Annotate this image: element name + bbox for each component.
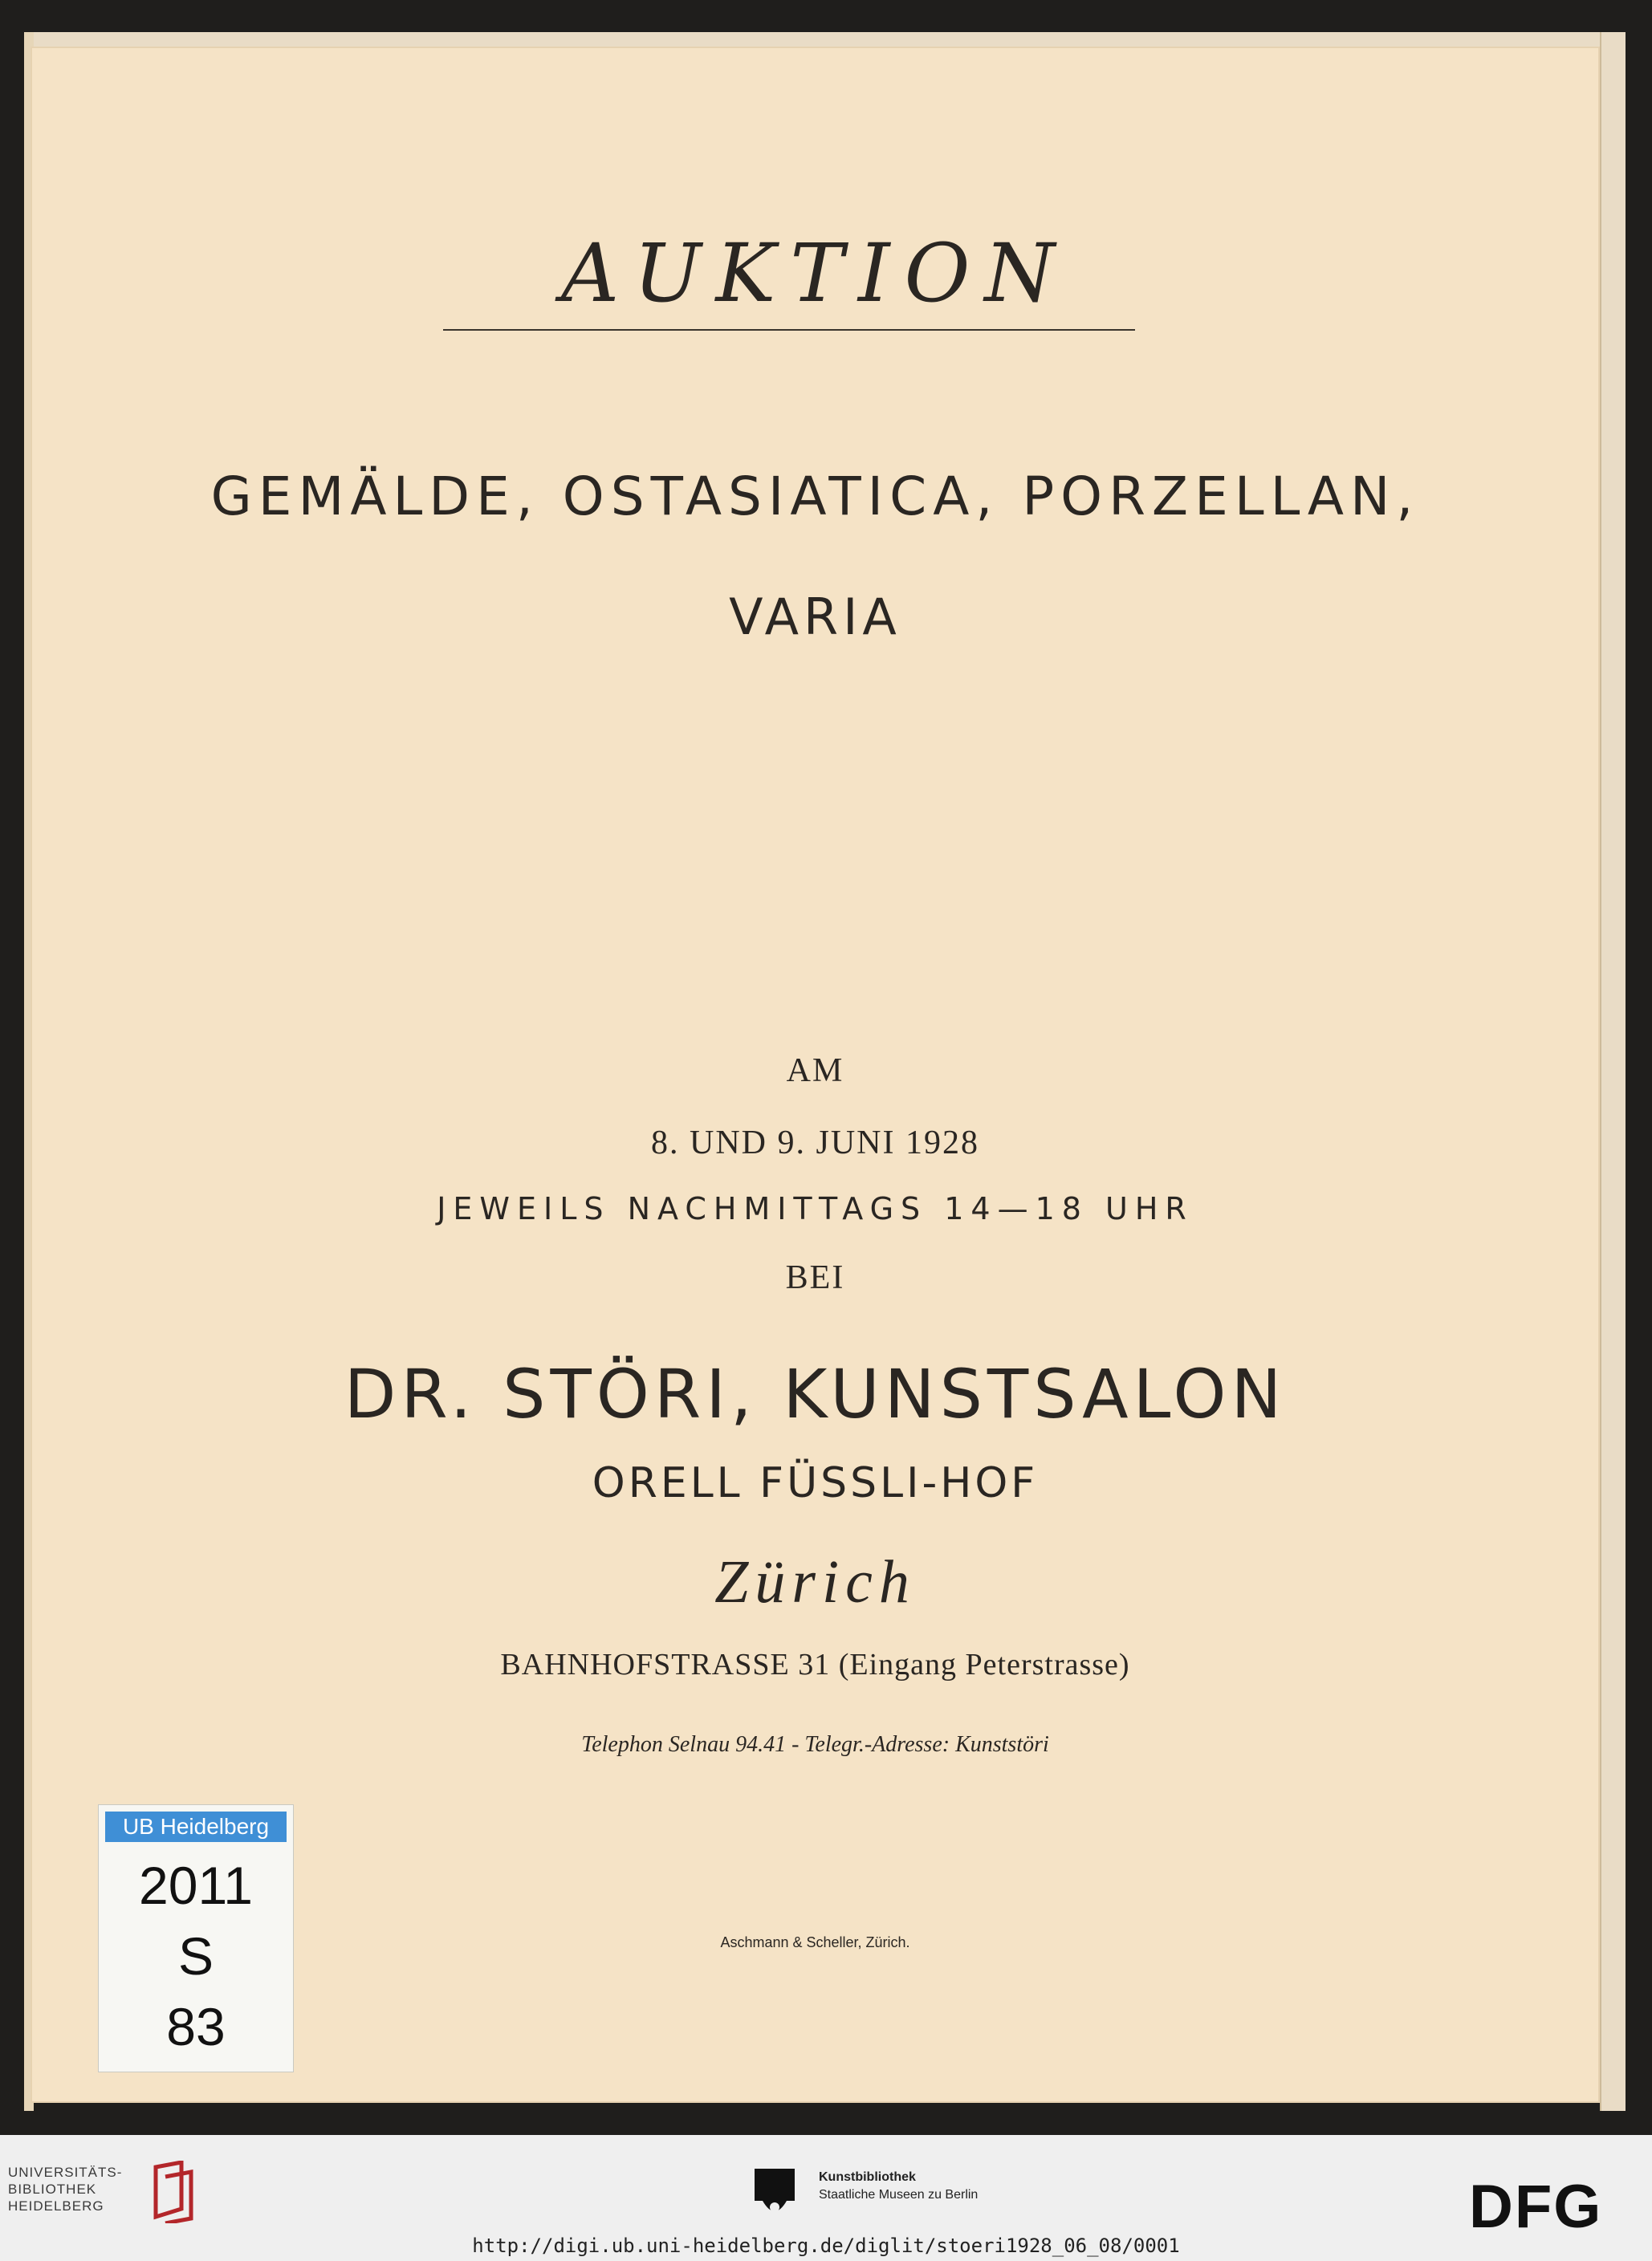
cover-subtitle-line2: VARIA xyxy=(729,588,901,646)
university-line: HEIDELBERG xyxy=(8,2198,104,2214)
contact-line: Telephon Selnau 94.41 - Telegr.-Adresse: Kunststöri xyxy=(581,1732,1049,1757)
shelfmark-line2: S xyxy=(177,1926,214,1986)
cover-title: AUKTION xyxy=(561,226,1069,320)
cover-right-edge xyxy=(1600,32,1626,2111)
digitization-footer xyxy=(0,2135,1652,2261)
kunstbibliothek-subtitle: Staatliche Museen zu Berlin xyxy=(819,2188,979,2202)
university-library-logo-icon xyxy=(149,2161,197,2223)
bei-text: BEI xyxy=(785,1259,845,1296)
library-label-header: UB Heidelberg xyxy=(105,1812,287,1842)
university-line: UNIVERSITÄTS- xyxy=(8,2165,123,2180)
printer-line: Aschmann & Scheller, Zürich. xyxy=(720,1934,910,1950)
am-text: AM xyxy=(786,1052,844,1089)
kunstbibliothek-logo-text xyxy=(819,2170,978,2202)
title-rule xyxy=(443,329,1135,331)
auction-date: 8. UND 9. JUNI 1928 xyxy=(651,1124,979,1161)
dfg-logo: DFG xyxy=(1469,2173,1603,2241)
company-name: DR. STÖRI, KUNSTSALON xyxy=(344,1355,1287,1433)
university-library-logo-text xyxy=(8,2164,122,2214)
venue-name: ORELL FÜSSLI-HOF xyxy=(592,1459,1039,1507)
university-line: BIBLIOTHEK xyxy=(8,2182,97,2197)
shelfmark-line3: 83 xyxy=(166,1997,226,2056)
kunstbibliothek-logo-icon xyxy=(755,2169,795,2222)
kunstbibliothek-name: Kunstbibliothek xyxy=(819,2170,916,2184)
street-address: BAHNHOFSTRASSE 31 (Eingang Peterstrasse) xyxy=(500,1648,1130,1682)
shelfmark-line1: 2011 xyxy=(139,1856,253,1915)
city-name: Zürich xyxy=(714,1548,916,1616)
permalink-url[interactable]: http://digi.ub.uni-heidelberg.de/diglit/stoeri1928_06_08/0001 xyxy=(472,2235,1180,2257)
library-shelf-label xyxy=(98,1804,294,2072)
cover-subtitle-line1: GEMÄLDE, OSTASIATICA, PORZELLAN, xyxy=(210,466,1420,527)
auction-time: JEWEILS NACHMITTAGS 14—18 UHR xyxy=(437,1191,1194,1226)
